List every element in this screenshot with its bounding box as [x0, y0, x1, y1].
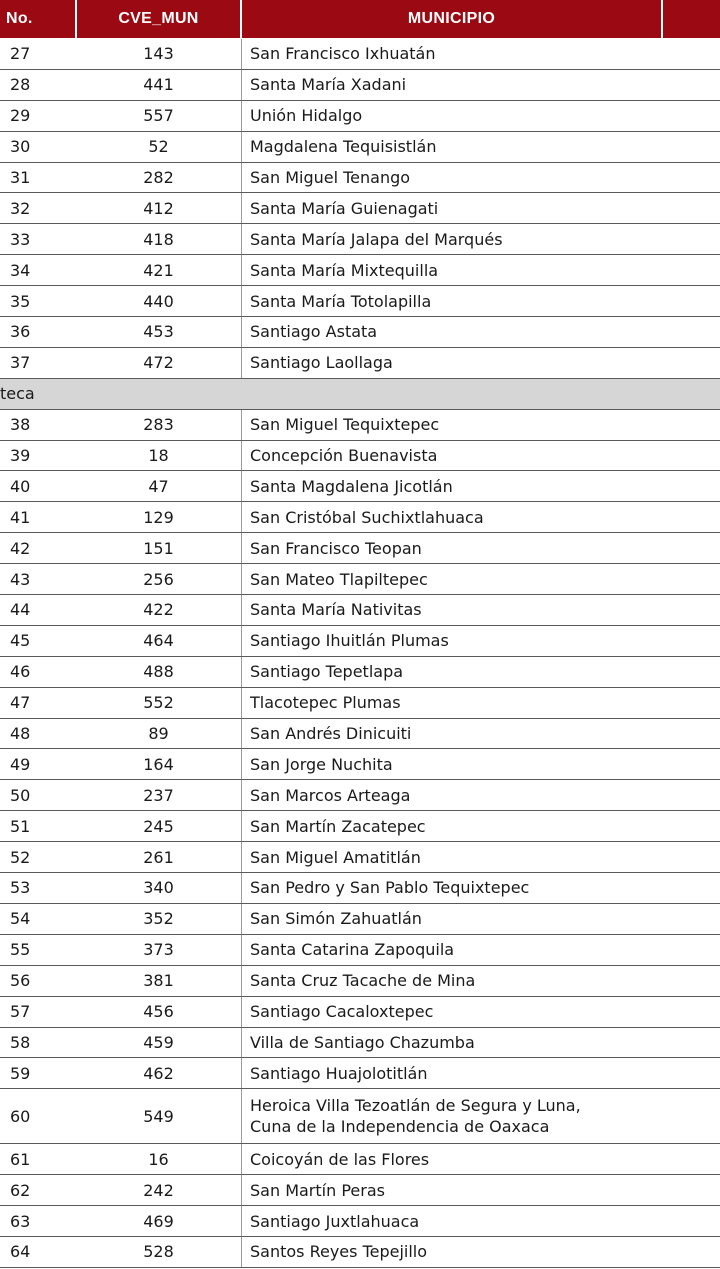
cell-cve-mun: 16: [148, 1149, 169, 1169]
cell-no: 57: [10, 1002, 31, 1022]
cell-no: 38: [10, 415, 31, 435]
cell-municipio: Santa María Totolapilla: [250, 291, 432, 311]
cell-municipio: Santiago Huajolotitlán: [250, 1063, 428, 1083]
table-row: [0, 348, 720, 379]
cell-cve-mun: 237: [143, 785, 174, 805]
column-divider: [241, 688, 242, 718]
cell-no: 34: [10, 260, 31, 280]
table-row: [0, 997, 720, 1028]
cell-cve-mun: 47: [148, 476, 169, 496]
cell-no: 30: [10, 137, 31, 157]
column-divider: [241, 441, 242, 471]
cell-no: 60: [10, 1106, 31, 1126]
cell-no: 31: [10, 168, 31, 187]
table-row: [0, 966, 720, 997]
column-divider: [241, 533, 242, 563]
cell-cve-mun: 412: [143, 198, 174, 218]
cell-no: 54: [10, 909, 31, 929]
cell-cve-mun: 472: [143, 353, 174, 373]
table-row: [0, 595, 720, 626]
section-label: teca: [0, 384, 35, 404]
cell-cve-mun: 340: [143, 878, 174, 898]
cell-cve-mun: 528: [143, 1242, 174, 1262]
table-row: [0, 719, 720, 750]
column-divider: [241, 657, 242, 687]
cell-municipio: Santiago Tepetlapa: [250, 662, 404, 682]
cell-municipio: Villa de Santiago Chazumba: [250, 1032, 475, 1052]
cell-municipio: Tlacotepec Plumas: [250, 693, 401, 713]
cell-cve-mun: 242: [143, 1180, 174, 1200]
table-row: [0, 1028, 720, 1059]
column-divider: [241, 966, 242, 996]
cell-no: 39: [10, 446, 31, 466]
cell-no: 53: [10, 878, 31, 898]
table-row: [0, 163, 720, 194]
cell-no: 49: [10, 754, 31, 774]
table-row: [0, 1237, 720, 1268]
cell-no: 45: [10, 631, 31, 651]
table-row: [0, 132, 720, 163]
table-row: [0, 1144, 720, 1175]
cell-no: 36: [10, 322, 31, 342]
cell-municipio: Santiago Laollaga: [250, 353, 393, 373]
cell-municipio: San Miguel Tequixtepec: [250, 415, 440, 435]
table-row: [0, 441, 720, 472]
column-divider: [241, 410, 242, 440]
cell-no: 43: [10, 569, 31, 589]
column-divider: [241, 904, 242, 934]
cell-cve-mun: 352: [143, 909, 174, 929]
cell-municipio: Coicoyán de las Flores: [250, 1149, 430, 1169]
cell-municipio: Magdalena Tequisistlán: [250, 137, 437, 157]
cell-no: 52: [10, 847, 31, 867]
column-divider: [241, 1237, 242, 1267]
cell-no: 37: [10, 353, 31, 373]
cell-cve-mun: 129: [143, 507, 174, 527]
column-divider: [241, 1144, 242, 1174]
column-divider: [241, 997, 242, 1027]
table-row: [0, 286, 720, 317]
cell-municipio: Santiago Astata: [250, 322, 378, 342]
cell-no: 46: [10, 662, 31, 682]
cell-municipio: Santa María Xadani: [250, 75, 407, 95]
cell-cve-mun: 488: [143, 662, 174, 682]
column-divider: [241, 626, 242, 656]
column-divider: [241, 595, 242, 625]
column-divider: [241, 935, 242, 965]
cell-municipio: Santa Magdalena Jicotlán: [250, 476, 453, 496]
cell-cve-mun: 552: [143, 693, 174, 713]
cell-municipio: Santa María Guienagati: [250, 198, 439, 218]
cell-municipio: San Marcos Arteaga: [250, 785, 411, 805]
cell-no: 61: [10, 1149, 31, 1169]
table-row: [0, 935, 720, 966]
column-divider: [241, 1175, 242, 1205]
cell-municipio: San Miguel Tenango: [250, 168, 411, 187]
column-divider: [241, 749, 242, 779]
table-row: [0, 780, 720, 811]
column-divider: [241, 502, 242, 532]
column-divider: [241, 255, 242, 285]
cell-cve-mun: 441: [143, 75, 174, 95]
cell-no: 62: [10, 1180, 31, 1200]
cell-municipio: Santa María Nativitas: [250, 600, 422, 620]
cell-cve-mun: 52: [148, 137, 169, 157]
table-row: [0, 811, 720, 842]
table-row: [0, 101, 720, 132]
cell-municipio: San Simón Zahuatlán: [250, 909, 422, 929]
table-row: [0, 657, 720, 688]
column-divider: [241, 873, 242, 903]
cell-no: 50: [10, 785, 31, 805]
cell-municipio: San Martín Peras: [250, 1180, 385, 1200]
table-body: [0, 39, 720, 1268]
cell-no: 40: [10, 476, 31, 496]
cell-municipio: Santiago Cacaloxtepec: [250, 1002, 434, 1022]
cell-cve-mun: 373: [143, 940, 174, 960]
column-divider: [241, 70, 242, 100]
cell-municipio: Santa Cruz Tacache de Mina: [250, 971, 476, 991]
cell-cve-mun: 422: [143, 600, 174, 620]
table-row: [0, 70, 720, 101]
column-divider: [241, 39, 242, 69]
cell-municipio: Santiago Ihuitlán Plumas: [250, 631, 449, 651]
column-divider: [241, 317, 242, 347]
column-divider: [241, 811, 242, 841]
column-divider: [241, 101, 242, 131]
column-divider: [241, 842, 242, 872]
cell-municipio: San Pedro y San Pablo Tequixtepec: [250, 878, 530, 898]
column-divider: [241, 193, 242, 223]
cell-cve-mun: 164: [143, 754, 174, 774]
cell-no: 33: [10, 229, 31, 249]
cell-no: 44: [10, 600, 31, 620]
cell-cve-mun: 283: [143, 415, 174, 435]
column-divider: [241, 780, 242, 810]
column-divider: [241, 1028, 242, 1058]
column-divider: [241, 564, 242, 594]
cell-no: 51: [10, 816, 31, 836]
cell-cve-mun: 381: [143, 971, 174, 991]
cell-cve-mun: 464: [143, 631, 174, 651]
table-row: [0, 533, 720, 564]
table-row: [0, 471, 720, 502]
cell-no: 42: [10, 538, 31, 558]
cell-no: 27: [10, 44, 31, 64]
column-divider: [241, 224, 242, 254]
cell-cve-mun: 549: [143, 1106, 174, 1126]
table-row: [0, 688, 720, 719]
section-row: [0, 379, 720, 410]
cell-cve-mun: 245: [143, 816, 174, 836]
table-row: [0, 842, 720, 873]
header-no: No.: [0, 0, 75, 38]
table-row: [0, 255, 720, 286]
cell-municipio: Santa Catarina Zapoquila: [250, 940, 455, 960]
table-row: [0, 626, 720, 657]
column-divider: [241, 471, 242, 501]
cell-cve-mun: 440: [143, 291, 174, 311]
table-row: [0, 1175, 720, 1206]
cell-municipio: San Andrés Dinicuiti: [250, 724, 412, 744]
cell-municipio: Santa María Mixtequilla: [250, 260, 439, 280]
table-row: [0, 39, 720, 70]
cell-cve-mun: 256: [143, 569, 174, 589]
cell-municipio: San Mateo Tlapiltepec: [250, 569, 428, 589]
table-row: [0, 502, 720, 533]
column-divider: [241, 1206, 242, 1236]
cell-no: 48: [10, 724, 31, 744]
cell-municipio: Concepción Buenavista: [250, 446, 438, 466]
cell-no: 47: [10, 693, 31, 713]
table-row: [0, 224, 720, 255]
table-header: [0, 0, 720, 39]
cell-cve-mun: 469: [143, 1211, 174, 1231]
column-divider: [241, 132, 242, 162]
cell-cve-mun: 453: [143, 322, 174, 342]
cell-municipio: Santos Reyes Tepejillo: [250, 1242, 428, 1262]
cell-cve-mun: 261: [143, 847, 174, 867]
table-row: [0, 904, 720, 935]
table-row: [0, 1206, 720, 1237]
column-divider: [241, 163, 242, 193]
column-divider: [241, 719, 242, 749]
cell-no: 63: [10, 1211, 31, 1231]
table-row: [0, 749, 720, 780]
table-row: [0, 1058, 720, 1089]
cell-municipio: Santiago Juxtlahuaca: [250, 1211, 420, 1231]
cell-cve-mun: 89: [148, 724, 169, 744]
cell-municipio: San Cristóbal Suchixtlahuaca: [250, 507, 484, 527]
cell-cve-mun: 557: [143, 106, 174, 126]
cell-municipio: Unión Hidalgo: [250, 106, 363, 126]
column-divider: [241, 348, 242, 378]
cell-municipio: San Francisco Ixhuatán: [250, 44, 436, 64]
column-divider: [241, 286, 242, 316]
cell-cve-mun: 143: [143, 44, 174, 64]
cell-municipio: San Martín Zacatepec: [250, 816, 426, 836]
cell-no: 28: [10, 75, 31, 95]
table-row: [0, 873, 720, 904]
cell-municipio: San Miguel Amatitlán: [250, 847, 421, 867]
table-row: [0, 1089, 720, 1144]
header-municipio: MUNICIPIO: [242, 0, 661, 38]
cell-municipio: Heroica Villa Tezoatlán de Segura y Luna, Cuna de la Independencia de Oaxaca: [250, 1096, 581, 1137]
table-row: [0, 410, 720, 441]
cell-no: 58: [10, 1032, 31, 1052]
table-row: [0, 317, 720, 348]
cell-no: 55: [10, 940, 31, 960]
column-divider: [241, 1058, 242, 1088]
cell-cve-mun: 151: [143, 538, 174, 558]
cell-cve-mun: 459: [143, 1032, 174, 1052]
cell-cve-mun: 456: [143, 1002, 174, 1022]
cell-no: 64: [10, 1242, 31, 1262]
cell-cve-mun: 462: [143, 1063, 174, 1083]
cell-no: 41: [10, 507, 31, 527]
header-extra-column: [663, 0, 720, 38]
table-row: [0, 193, 720, 224]
table-row: [0, 564, 720, 595]
cell-no: 35: [10, 291, 31, 311]
cell-no: 59: [10, 1063, 31, 1083]
column-divider: [241, 1089, 242, 1143]
cell-municipio: San Francisco Teopan: [250, 538, 422, 558]
header-cve-mun: CVE_MUN: [77, 0, 240, 38]
cell-cve-mun: 18: [148, 446, 169, 466]
cell-no: 56: [10, 971, 31, 991]
cell-no: 29: [10, 106, 31, 126]
cell-cve-mun: 421: [143, 260, 174, 280]
cell-municipio: Santa María Jalapa del Marqués: [250, 229, 503, 249]
cell-cve-mun: 282: [143, 168, 174, 187]
cell-municipio: San Jorge Nuchita: [250, 754, 393, 774]
cell-no: 32: [10, 198, 31, 218]
cell-cve-mun: 418: [143, 229, 174, 249]
